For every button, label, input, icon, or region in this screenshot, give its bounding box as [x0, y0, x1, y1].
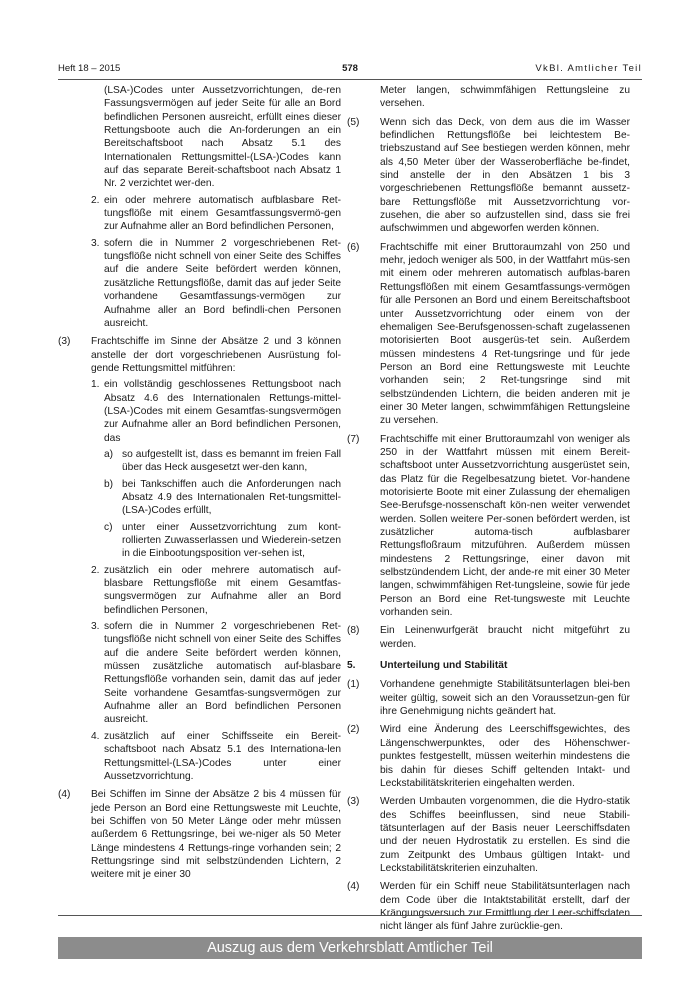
paragraph-number: (4)	[347, 881, 360, 893]
paragraph-number: (8)	[347, 625, 360, 637]
item-number: 2.	[91, 194, 100, 206]
paragraph-text: Frachtschiffe im Sinne der Absätze 2 und 3 können anstelle der dort vorgeschriebenen Ausrüstung fol-gende Rettungsmittel mitführen:	[91, 336, 341, 374]
item-number: 3.	[91, 621, 100, 633]
item-text: sofern die in Nummer 2 vorgeschriebenen Ret-tungsflöße nicht schnell von einer Seite des Schiffes auf die andere Seite befördert werden können, müssen zusätzliche automatisch auf-blasbare Rettungsflöße vorhanden sein, damit das auf jeder Seite vorhandene Gesamtfas-sungsvermögen zur Aufnahme aller an Bord befindlichen Personen ausreicht.	[104, 621, 341, 726]
list-item	[58, 730, 341, 783]
paragraph	[347, 624, 630, 651]
paragraph-number: (6)	[347, 241, 360, 253]
paragraph	[347, 723, 630, 790]
paragraph-text: Ein Leinenwurfgerät braucht nicht mitgeführt zu werden.	[380, 625, 630, 650]
paragraph	[347, 795, 630, 875]
item-text: sofern die in Nummer 2 vorgeschriebenen Ret-tungsflöße nicht schnell von einer Seite des Schiffes auf die andere Seite befördert werden können, zusätzliche Rettungsflöße, damit das auf jeder Seite vorhandene Gesamtfassungs-vermögen zur Aufnahme aller an Bord befindli-chen Personen ausreicht.	[104, 237, 341, 329]
paragraph	[347, 880, 630, 933]
page-header	[58, 61, 642, 77]
item-text: ein vollständig geschlossenes Rettungsboot nach Absatz 4.6 des Internationalen Rettungs-mittel-(LSA-)Codes mit einem Gesamtfas-sungsvermögen zur Aufnahme aller an Bord befindlichen Personen, das	[104, 379, 341, 444]
paragraph-text: Werden für ein Schiff neue Stabilitätsunterlagen nach dem Code über die Intaktstabilität erstellt, darf der Krängungsversuch zur Ermittlung der Leer-schiffsdaten nicht länger als fünf Jahre zurücklie-gen.	[380, 881, 630, 933]
paragraph-text: Wenn sich das Deck, von dem aus die im Wasser befindlichen Rettungsflöße bei leichtestem Be-triebszustand auf See bestiegen werden können, mehr als 4,50 Meter über der Wasseroberfläche be-findet, sind anstelle der in den Absätzen 1 bis 3 vorgeschriebenen Rettungsflöße bemannt aussetz-bare Rettungsflöße mit Aussetzvorrichtung vor-zusehen, die aber so aufzustellen sind, dass sie frei aufschwimmen und abgeworfen werden können.	[380, 116, 630, 235]
item-number: 4.	[91, 730, 100, 742]
item-number: 1.	[91, 379, 100, 391]
item-text: zusätzlich auf einer Schiffsseite ein Bereit-schaftsboot nach Absatz 5.1 des Internationa-len Rettungsmittel-(LSA-)Codes unter einer Aussetzvorrichtung.	[104, 730, 341, 782]
paragraph-number: (4)	[58, 789, 71, 801]
sub-item-letter: c)	[104, 521, 113, 533]
paragraph	[347, 433, 630, 620]
sub-item-letter: a)	[104, 448, 114, 460]
paragraph-number: (1)	[347, 679, 360, 691]
issue-label: Heft 18 – 2015	[58, 63, 121, 74]
section-title: Unterteilung und Stabilität	[380, 660, 508, 672]
continued-text: (LSA-)Codes unter Aussetzvorrichtungen, de-ren Fassungsvermögen auf jeder Seite für alle an Bord befindlichen Personen ausreicht, erfüllt eines dieser Rettungsboote auch die An-forderungen an ein Bereitschaftsboot nach Absatz 5.1 des Internationalen Rettungsmittel-(LSA-)Codes kann auf das separate Bereit-schaftsboot nach Absatz 1 Nr. 2 verzichtet wer-den.	[104, 85, 341, 190]
paragraph-number: (7)	[347, 433, 360, 445]
sub-item	[58, 448, 341, 475]
paragraph-text: Frachtschiffe mit einer Bruttoraumzahl von 250 und mehr, jedoch weniger als 500, in der Wattfahrt müs-sen mit einem oder mehreren automatisch aufblas-baren Rettungsflößen mit einem Gesamtfassungs-vermögen für alle Personen an Bord und einem Bereitschaftsboot unter Aussetzvorrichtung oder einem von der ehemaligen See-Berufsgenossen-schaft zugelassenen motorisierten Boot ausgerüs-tet sein. Außerdem müssen mindestens 4 Ret-tungsringe und für jede Person an Bord eine Rettungsweste mit Leuchte vorhanden sein; 2 Ret-tungsringe sind mit selbstzündenden Lichtern, die beiden anderen mit je einer 30 Meter langen, schwimmfähigen Rettungsleine zu versehen.	[380, 241, 630, 427]
paragraph	[58, 788, 341, 881]
paragraph	[347, 678, 630, 718]
right-column	[347, 84, 630, 939]
item-text: ein oder mehrere automatisch aufblasbare Ret-tungsflöße mit einem Gesamtfassungsvermö-gen zur Aufnahme aller an Bord befindlichen Personen,	[104, 194, 341, 233]
paragraph-number: (3)	[347, 796, 360, 808]
paragraph-number: (2)	[347, 724, 360, 736]
page-number: 578	[342, 63, 358, 74]
list-item	[58, 237, 341, 330]
section-number: 5.	[347, 660, 356, 672]
item-text: zusätzlich ein oder mehrere automatisch auf-blasbare Rettungsflöße mit einem Gesamtfas-sungsvermögen zur Aufnahme aller an Bord befindlichen Personen,	[104, 564, 341, 616]
sub-item-text: bei Tankschiffen auch die Anforderungen nach Absatz 4.9 des Internationalen Ret-tungsmittel-(LSA-)Codes erfüllt,	[122, 478, 341, 517]
paragraph-text: Vorhandene genehmigte Stabilitätsunterlagen blei-ben weiter gültig, soweit sich an den Voraussetzun-gen für ihre Genehmigung nichts geändert hat.	[380, 679, 630, 718]
paragraph-number: (5)	[347, 116, 360, 128]
sub-item-text: unter einer Aussetzvorrichtung zum kont-rollierten Zuwasserlassen und Wiederein-setzen in die Einbootungsposition ver-sehen ist,	[122, 521, 341, 560]
list-item	[58, 378, 341, 445]
publication-label: VkBl. Amtlicher Teil	[535, 63, 642, 74]
sub-item-text: so aufgestellt ist, dass es bemannt im freien Fall über das Heck ausgesetzt wer-den kann,	[122, 448, 341, 474]
section-heading	[347, 659, 630, 672]
paragraph-number: (3)	[58, 336, 71, 348]
item-number: 3.	[91, 237, 100, 249]
left-column	[58, 84, 341, 887]
list-item	[58, 194, 341, 234]
header-rule	[58, 79, 642, 80]
footer-rule	[58, 915, 642, 916]
sub-item	[58, 478, 341, 518]
footer-banner: Auszug aus dem Verkehrsblatt Amtlicher Teil	[58, 937, 642, 959]
paragraph	[58, 335, 341, 375]
paragraph-text: Werden Umbauten vorgenommen, die die Hydro-statik des Schiffes beeinflussen, sind neue Stabili-tätsunterlagen auf der Basis neuer Leerschiffsdaten und der neuen Hydrostatik zu erstellen. Es sind die zum Zeitpunkt des Umbaus gültigen Intakt- und Leckstabilitätskriterien einzuhalten.	[380, 796, 630, 874]
continued-paragraph	[347, 84, 630, 111]
item-number: 2.	[91, 564, 100, 576]
continued-text: Meter langen, schwimmfähigen Rettungsleine zu versehen.	[380, 85, 630, 110]
paragraph-text: Frachtschiffe mit einer Bruttoraumzahl von weniger als 250 in der Wattfahrt müssen mit einem Bereit-schaftsboot unter Aussetzvorrichtung ausgerüstet sein, das Platz für die Regelbesatzung bietet. Vor-handene motorisierte Boote mit einer Zulassung der ehemaligen See-Berufsge-nossenschaft kön-nen weiter verwendet werden. Sollen weitere Per-sonen befördert werden, ist zusätzlicher automa-tisch aufblasbarer Rettungsfloßraum mitzuführen. Außerdem müssen mindestens 2 Rettungsringe, einer davon mit selbstzündendem Licht, der ande-re mit einer 30 Meter langen, schwimmfähigen Ret-tungsleine, sowie für jede Person an Bord eine Ret-tungsweste mit Leuchte vorhanden sein.	[380, 433, 630, 619]
paragraph-text: Wird eine Änderung des Leerschiffsgewichtes, des Längenschwerpunktes, oder des Höhenschwer-punktes festgestellt, müssen weiterhin mindestens die bis dahin für dieses Schiff geltenden Intakt- und Leckstabilitätskriterien eingehalten werden.	[380, 724, 630, 789]
sub-item-letter: b)	[104, 478, 114, 490]
list-item	[58, 620, 341, 727]
sub-item	[58, 521, 341, 561]
paragraph-text: Bei Schiffen im Sinne der Absätze 2 bis 4 müssen für jede Person an Bord eine Rettungsweste mit Leuchte, bei Schiffen von 50 Meter Länge oder mehr müssen außerdem 6 Rettungsringe, bei we-niger als 50 Meter Länge mindestens 4 Rettungs-ringe vorhanden sein; 2 Rettungsringe sind mit selbstzündenden Lichtern, 2 weitere mit je einer 30	[91, 789, 341, 881]
list-item	[58, 564, 341, 617]
paragraph	[347, 116, 630, 236]
paragraph	[347, 241, 630, 428]
